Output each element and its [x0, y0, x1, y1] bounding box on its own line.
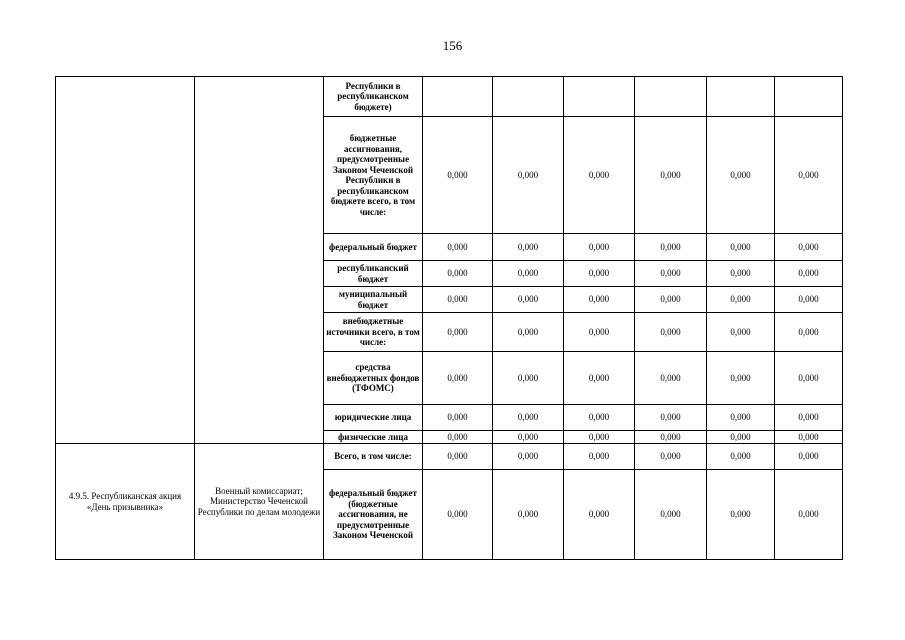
value-cell: 0,000	[564, 117, 635, 234]
value-cell: 0,000	[564, 287, 635, 313]
funding-source-cell: Республики в республиканском бюджете)	[324, 77, 423, 117]
value-cell: 0,000	[493, 261, 564, 287]
value-cell: 0,000	[423, 405, 493, 431]
value-cell: 0,000	[564, 234, 635, 261]
value-cell	[707, 77, 775, 117]
funding-source-cell: федеральный бюджет	[324, 234, 423, 261]
value-cell: 0,000	[564, 405, 635, 431]
value-cell: 0,000	[707, 352, 775, 405]
item-cell: 4.9.5. Республиканская акция «День призывника»	[56, 444, 195, 560]
funding-source-cell: республиканский бюджет	[324, 261, 423, 287]
value-cell: 0,000	[707, 234, 775, 261]
value-cell: 0,000	[564, 352, 635, 405]
value-cell: 0,000	[707, 287, 775, 313]
funding-source-cell: внебюджетные источники всего, в том числе:	[324, 313, 423, 352]
item-cell	[56, 77, 195, 444]
value-cell: 0,000	[423, 352, 493, 405]
value-cell: 0,000	[635, 313, 707, 352]
value-cell: 0,000	[635, 470, 707, 560]
value-cell: 0,000	[707, 444, 775, 470]
value-cell: 0,000	[775, 117, 843, 234]
value-cell: 0,000	[564, 470, 635, 560]
value-cell: 0,000	[423, 444, 493, 470]
value-cell	[635, 77, 707, 117]
value-cell: 0,000	[564, 431, 635, 444]
value-cell: 0,000	[635, 117, 707, 234]
value-cell	[775, 77, 843, 117]
value-cell: 0,000	[493, 287, 564, 313]
funding-source-cell: средства внебюджетных фондов (ТФОМС)	[324, 352, 423, 405]
value-cell: 0,000	[635, 261, 707, 287]
value-cell: 0,000	[423, 313, 493, 352]
value-cell: 0,000	[707, 261, 775, 287]
value-cell: 0,000	[493, 352, 564, 405]
value-cell: 0,000	[635, 431, 707, 444]
value-cell: 0,000	[493, 444, 564, 470]
value-cell: 0,000	[707, 405, 775, 431]
value-cell: 0,000	[423, 234, 493, 261]
value-cell: 0,000	[493, 470, 564, 560]
value-cell: 0,000	[775, 405, 843, 431]
value-cell: 0,000	[707, 117, 775, 234]
value-cell: 0,000	[564, 313, 635, 352]
value-cell: 0,000	[707, 470, 775, 560]
value-cell: 0,000	[564, 444, 635, 470]
value-cell: 0,000	[635, 287, 707, 313]
value-cell: 0,000	[775, 313, 843, 352]
value-cell: 0,000	[493, 405, 564, 431]
value-cell: 0,000	[493, 117, 564, 234]
value-cell	[493, 77, 564, 117]
value-cell: 0,000	[775, 431, 843, 444]
funding-source-cell: федеральный бюджет (бюджетные ассигнования, не предусмотренные Законом Чеченской	[324, 470, 423, 560]
value-cell: 0,000	[635, 234, 707, 261]
value-cell: 0,000	[423, 470, 493, 560]
value-cell: 0,000	[493, 431, 564, 444]
value-cell: 0,000	[423, 431, 493, 444]
value-cell: 0,000	[775, 470, 843, 560]
table-row	[56, 444, 843, 470]
funding-source-cell: юридические лица	[324, 405, 423, 431]
value-cell: 0,000	[635, 352, 707, 405]
value-cell: 0,000	[707, 431, 775, 444]
funding-source-cell: муниципальный бюджет	[324, 287, 423, 313]
value-cell: 0,000	[775, 352, 843, 405]
executor-cell: Военный комиссариат; Министерство Чеченской Республики по делам молодежи	[195, 444, 324, 560]
value-cell: 0,000	[775, 287, 843, 313]
value-cell: 0,000	[423, 261, 493, 287]
page-number: 156	[442, 38, 463, 53]
budget-table	[55, 76, 843, 560]
executor-cell	[195, 77, 324, 444]
value-cell: 0,000	[423, 117, 493, 234]
funding-source-cell: физические лица	[324, 431, 423, 444]
value-cell: 0,000	[493, 234, 564, 261]
value-cell: 0,000	[775, 444, 843, 470]
funding-source-cell: бюджетные ассигнования, предусмотренные Законом Чеченской Республики в республиканском бюджете всего, в том числе:	[324, 117, 423, 234]
funding-source-cell: Всего, в том числе:	[324, 444, 423, 470]
value-cell: 0,000	[775, 261, 843, 287]
value-cell	[564, 77, 635, 117]
value-cell: 0,000	[493, 313, 564, 352]
value-cell: 0,000	[635, 405, 707, 431]
value-cell: 0,000	[635, 444, 707, 470]
value-cell: 0,000	[564, 261, 635, 287]
value-cell: 0,000	[775, 234, 843, 261]
value-cell	[423, 77, 493, 117]
table-row	[56, 77, 843, 117]
value-cell: 0,000	[707, 313, 775, 352]
value-cell: 0,000	[423, 287, 493, 313]
